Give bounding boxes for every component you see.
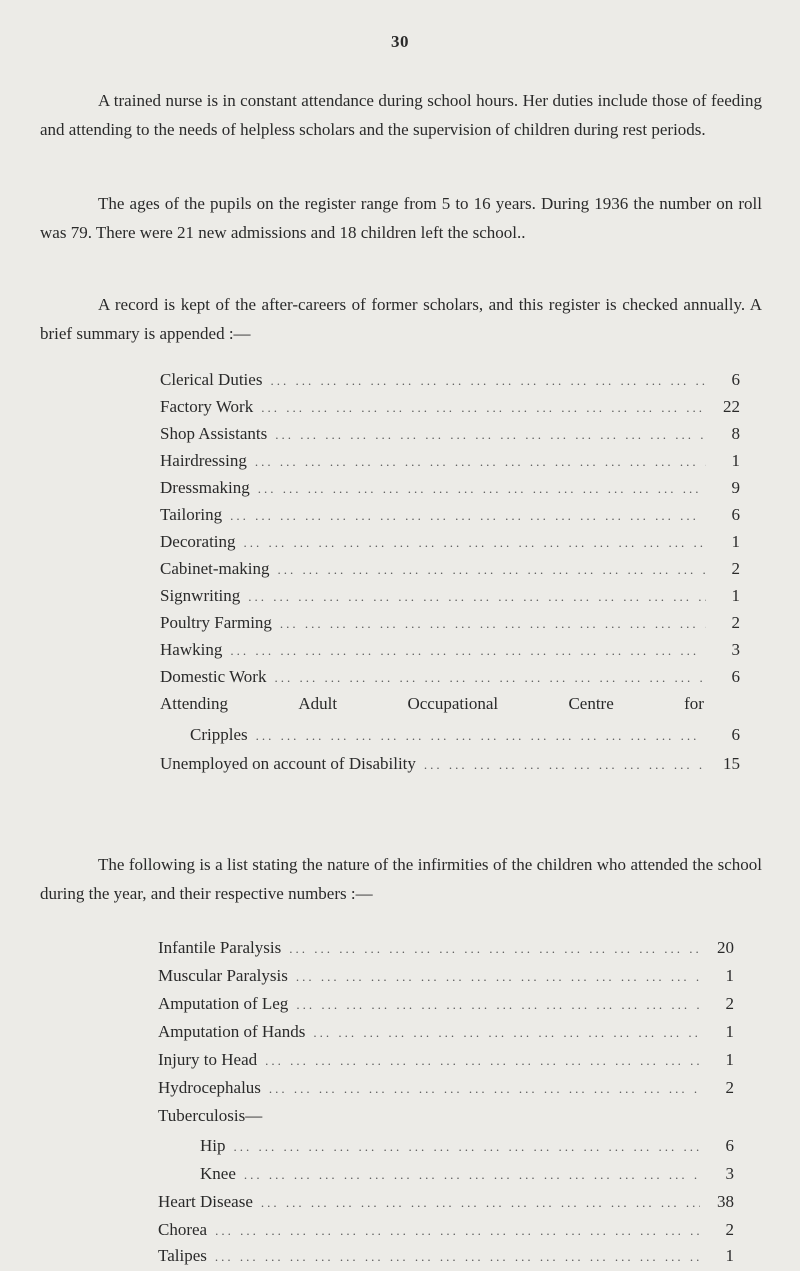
leader-dots — [258, 475, 706, 503]
list-item: Decorating ... . 1 — [160, 528, 740, 556]
paragraph-ages: The ages of the pupils on the register range from 5 to 16 years. During 1936 the number on roll was 79. There were 21 new admissions and 18 children left the school.. — [40, 194, 762, 242]
list-item: Domestic Work ... . 6 — [160, 663, 740, 691]
list-item: Cripples ... . 6 — [190, 721, 740, 749]
list-item-heading: Tuberculosis— — [158, 1106, 263, 1125]
list-item: Poultry Farming ... . 2 — [160, 609, 740, 637]
list-item: Tailoring ... . 6 — [160, 501, 740, 529]
leader-dots — [230, 637, 706, 665]
leader-dots — [230, 502, 706, 530]
list-item: Unemployed on account of Disability ... . 15 — [160, 750, 740, 778]
list-item: Chorea ... . 2 — [158, 1216, 734, 1244]
list-item: Hawking ... . 3 — [160, 636, 740, 664]
list-item: Factory Work ... . 22 — [160, 393, 740, 421]
list-item: Talipes ... . 1 — [158, 1242, 734, 1270]
leader-dots — [244, 1161, 700, 1189]
leader-dots — [256, 722, 706, 750]
page-number: 30 — [391, 32, 409, 51]
list-item: Amputation of Hands ... . 1 — [158, 1018, 734, 1046]
list-item: Knee ... . 3 — [200, 1160, 734, 1188]
leader-dots — [275, 421, 706, 449]
list-item: Signwriting ... . 1 — [160, 582, 740, 610]
leader-dots — [261, 1189, 700, 1217]
leader-dots — [215, 1243, 700, 1271]
list-item: Heart Disease ... . 38 — [158, 1188, 734, 1216]
leader-dots — [244, 529, 706, 557]
leader-dots — [269, 1075, 700, 1103]
paragraph-nurse: A trained nurse is in constant attendance during school hours. Her duties include those of feeding and attending to the needs of helpless scholars and the supervision of children during rest periods. — [40, 91, 762, 139]
list-item: Muscular Paralysis ... . 1 — [158, 962, 734, 990]
paragraph-after-careers: A record is kept of the after-careers of former scholars, and this register is checked annually. A brief summary is appended :— — [40, 295, 762, 343]
list-item: Hip ... . 6 — [200, 1132, 734, 1160]
leader-dots — [255, 448, 706, 476]
leader-dots — [278, 556, 706, 584]
list-item: Amputation of Leg ... . 2 — [158, 990, 734, 1018]
leader-dots — [313, 1019, 700, 1047]
list-item: Hairdressing ... . 1 — [160, 447, 740, 475]
list-item: Clerical Duties ... . 6 — [160, 366, 740, 394]
leader-dots — [289, 935, 700, 963]
leader-dots — [274, 664, 706, 692]
leader-dots — [280, 610, 706, 638]
leader-dots — [296, 963, 700, 991]
leader-dots — [424, 751, 706, 779]
list-item: Cabinet-making ... . 2 — [160, 555, 740, 583]
leader-dots — [261, 394, 706, 422]
paragraph-infirmities: The following is a list stating the nature of the infirmities of the children who attended the school during the year, and their respective numbers :— — [40, 855, 762, 903]
leader-dots — [248, 583, 706, 611]
list-item: Dressmaking ... . 9 — [160, 474, 740, 502]
leader-dots — [270, 367, 706, 395]
leader-dots — [265, 1047, 700, 1075]
leader-dots — [296, 991, 700, 1019]
list-item: Hydrocephalus ... . 2 — [158, 1074, 734, 1102]
list-item: Infantile Paralysis ... . 20 — [158, 934, 734, 962]
leader-dots — [215, 1217, 700, 1245]
leader-dots — [234, 1133, 701, 1161]
list-item: Injury to Head ... . 1 — [158, 1046, 734, 1074]
list-item-first-line: Attending Adult Occupational Centre for — [160, 694, 704, 713]
list-item: Shop Assistants ... . 8 — [160, 420, 740, 448]
